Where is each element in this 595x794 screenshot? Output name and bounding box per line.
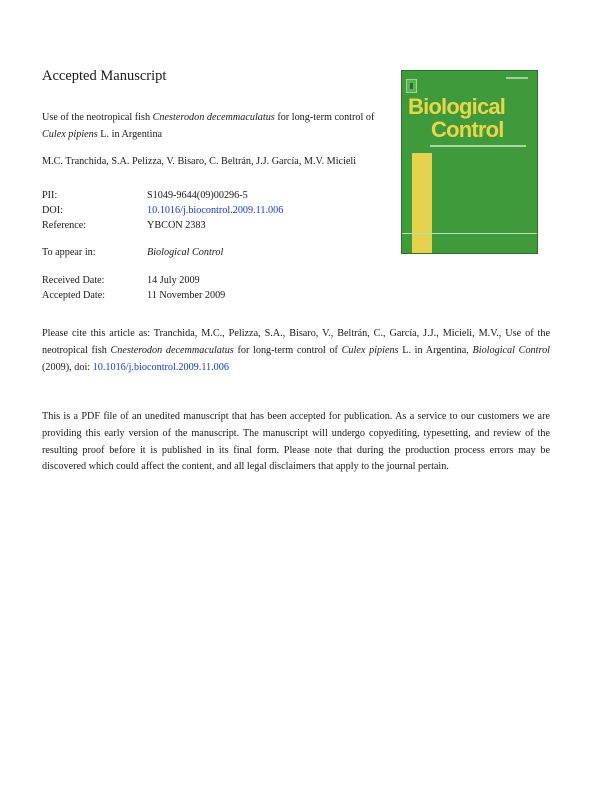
cover-subtitle-line [430,145,526,147]
notice-paragraph: This is a PDF file of an unedited manuscript that has been accepted for publication. As a service to our customers we are providing this early version of the manuscript. The manuscript will undergo copyediting, typesetting, and review of the resulting proof before it is published in its final form. Please note that during the production process errors may be discovered which could affect the content, and all legal disclaimers that apply to the journal pertain. [42,411,550,473]
pii-label: PII: [42,190,58,201]
citation-doi-link[interactable]: 10.1016/j.biocontrol.2009.11.006 [92,361,229,373]
appear-row [42,247,223,258]
cover-header-mark [506,77,528,79]
pii-row [42,190,248,201]
doi-label: DOI: [42,205,63,216]
citation-text-4: (2009), doi: [42,361,93,373]
accepted-value: 11 November 2009 [147,290,226,301]
journal-cover-image [401,70,538,254]
doi-row [42,205,283,216]
citation-text-2: for long-term control of [233,344,342,356]
cover-divider [402,233,538,234]
title-part-1: Use of the neotropical fish [42,112,153,123]
received-row [42,275,200,286]
doi-link[interactable]: 10.1016/j.biocontrol.2009.11.006 [147,205,284,216]
title-species-1: Cnesterodon decemmaculatus [152,112,275,123]
accepted-label: Accepted Date: [42,290,106,301]
appear-label: To appear in: [42,247,96,258]
reference-row [42,220,206,231]
received-value: 14 July 2009 [147,275,200,286]
article-title [42,109,392,143]
page-heading: Accepted Manuscript [42,68,167,84]
cover-title-line-2: Control [431,117,504,142]
reference-value: YBCON 2383 [147,220,206,231]
cover-title [408,95,536,141]
cover-title-line-1: Biological [408,94,506,119]
citation-text-3: L. in Argentina, [398,344,473,356]
accepted-row [42,290,225,301]
pii-value: S1049-9644(09)00296-5 [147,190,248,201]
citation-species-2: Culex pipiens [341,344,399,356]
title-species-2: Culex pipiens [42,129,98,140]
citation-species-1: Cnesterodon decemmaculatus [110,344,234,356]
appear-value: Biological Control [147,247,224,258]
cover-yellow-stripe [412,153,432,254]
authors-line: M.C. Tranchida, S.A. Pelizza, V. Bisaro, C. Beltrán, J.J. García, M.V. Micieli [42,156,357,167]
citation-journal: Biological Control [472,344,550,356]
title-part-3: L. in Argentina [97,129,163,140]
citation-paragraph [42,326,550,376]
title-part-2: for long-term control of [274,112,375,123]
reference-label: Reference: [42,220,87,231]
received-label: Received Date: [42,275,105,286]
citation-text-1: Please cite this article as: Tranchida, M.C., Pelizza, S.A., Bisaro, V., Beltrán, C., García, J.J., Micieli, M.V., Use of the neotropical fish [42,328,550,356]
publisher-logo-icon [406,79,417,93]
